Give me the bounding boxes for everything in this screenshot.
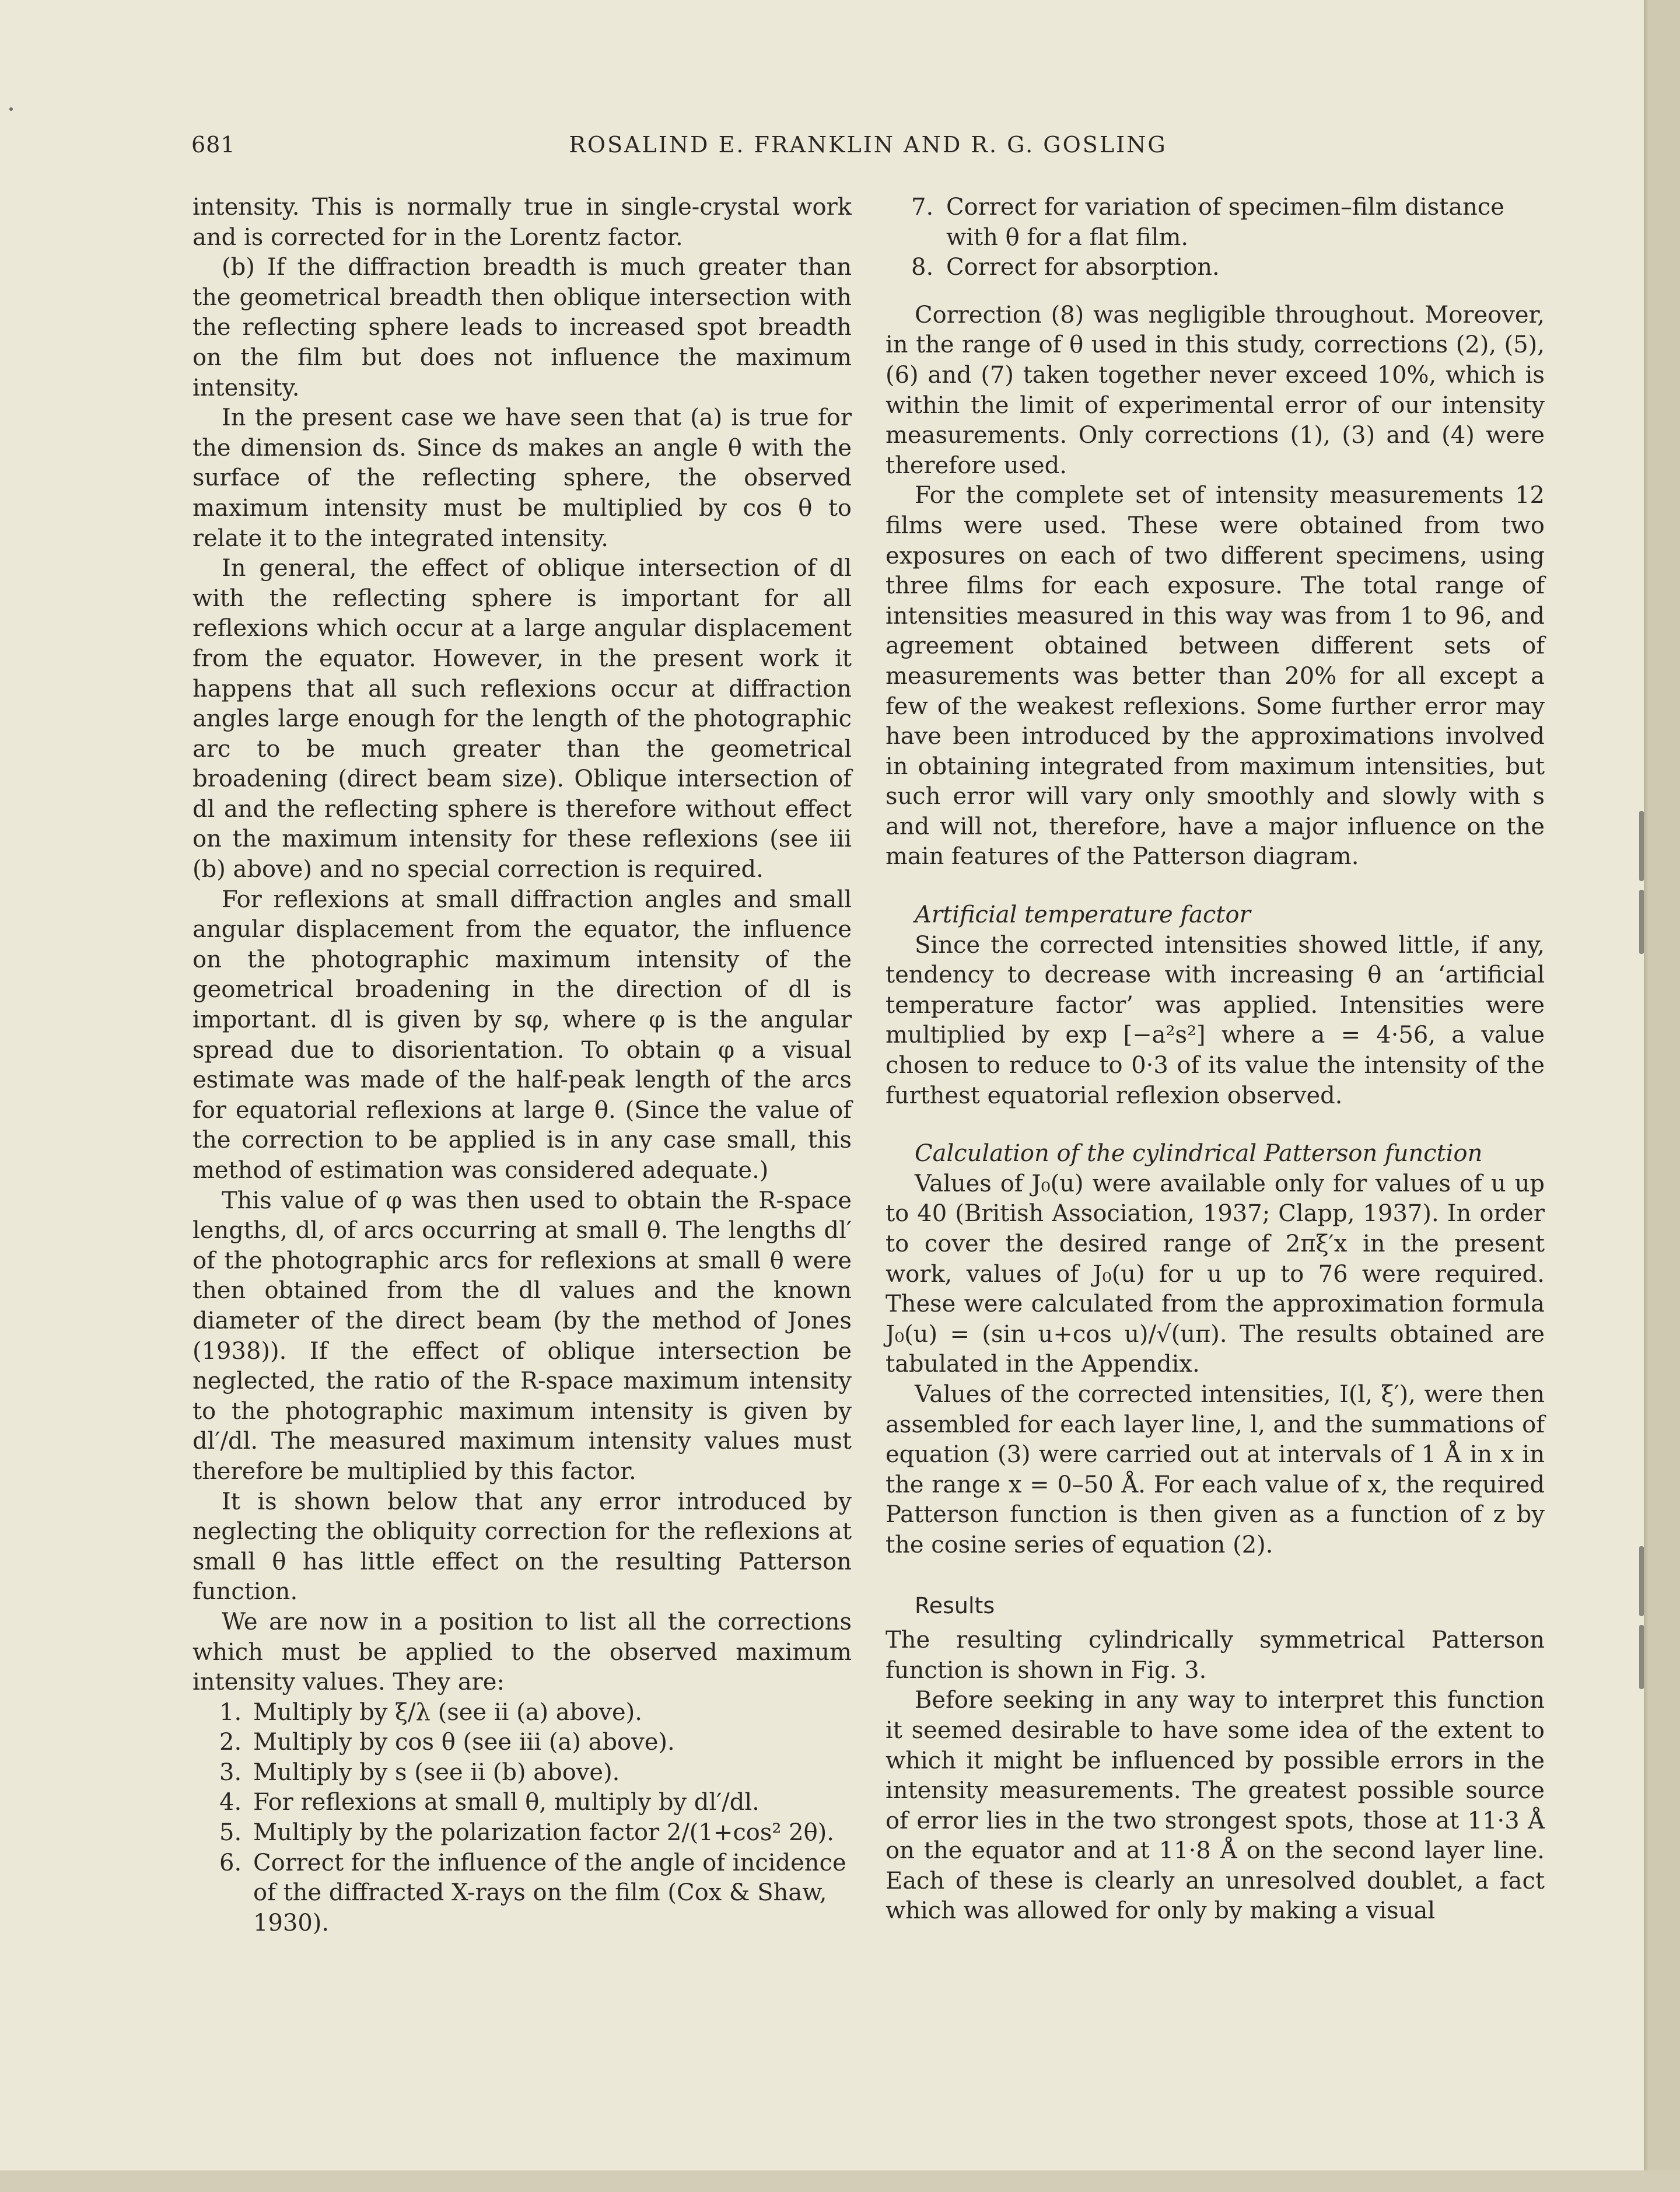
- list-item: [192, 1818, 852, 1848]
- list-text: Multiply by the polarization factor 2/(1+cos² 2θ).: [253, 1819, 834, 1847]
- list-item: [192, 1758, 852, 1788]
- page-edge-shadow: [1644, 0, 1648, 2192]
- paragraph: This value of φ was then used to obtain the R-space lengths, dl, of arcs occurring at small θ. The lengths dl′ of the photographic arcs for reflexions at small θ were then obtained from the dl values and the known diameter of the direct beam (by the method of Jones (1938)). If the effect of oblique intersection be neglected, the ratio of the R-space maximum intensity to the photographic maximum intensity is given by dl′/dl. The measured maximum intensity values must therefore be multiplied by this factor.: [192, 1187, 852, 1485]
- section-heading-patterson-calculation: Calculation of the cylindrical Patterson function: [915, 1140, 1483, 1167]
- list-text: For reflexions at small θ, multiply by dl′/dl.: [253, 1789, 760, 1816]
- list-number: 6.: [219, 1849, 242, 1876]
- running-head: [191, 132, 1545, 167]
- list-text: Multiply by s (see ii (b) above).: [253, 1759, 620, 1786]
- margin-mark: [1639, 811, 1644, 881]
- list-text: Multiply by ξ/λ (see ii (a) above).: [253, 1698, 642, 1726]
- paragraph: Before seeking in any way to interpret this function it seemed desirable to have some idea of the extent to which it might be influenced by possible errors in the intensity measurements. The greatest possible source of error lies in the two strongest spots, those at 11·3 Å on the equator and at 11·8 Å on the second layer line. Each of these is clearly an unresolved doublet, a fact which was allowed for only by making a visual: [886, 1687, 1545, 1925]
- paragraph: Values of J₀(u) were available only for values of u up to 40 (British Association, 1937; Clapp, 1937). In order to cover the desired range of 2πξ′x in the present work, values of J₀(u) for u up to 76 were required. These were calculated from the approximation formula J₀(u) = (sin u+cos u)/√(uπ). The results obtained are tabulated in the Appendix.: [886, 1170, 1545, 1378]
- left-column: [192, 193, 852, 1938]
- list-number: 5.: [219, 1819, 242, 1847]
- list-item: [192, 1848, 852, 1939]
- list-text: Correct for the influence of the angle of incidence of the diffracted X-rays on the film (Cox & Shaw, 1930).: [253, 1849, 846, 1936]
- list-item: [886, 253, 1545, 283]
- list-text: Correct for variation of specimen–film distance with θ for a flat film.: [946, 194, 1504, 251]
- paragraph: Values of the corrected intensities, I(l, ξ′), were then assembled for each layer line, l, and the summations of equation (3) were carried out at intervals of 1 Å in x in the range x = 0–50 Å. For each value of x, the required Patterson function is then given as a function of z by the cosine series of equation (2).: [886, 1380, 1545, 1558]
- margin-mark: [1639, 890, 1644, 954]
- list-number: 1.: [219, 1698, 242, 1726]
- paragraph: intensity. This is normally true in single-crystal work and is corrected for in the Lorentz factor.: [192, 194, 852, 251]
- list-text: Multiply by cos θ (see iii (a) above).: [253, 1729, 675, 1756]
- section-heading-temperature-factor: Artificial temperature factor: [915, 901, 1251, 929]
- margin-mark: [1639, 1625, 1644, 1689]
- paragraph: It is shown below that any error introduced by neglecting the obliquity correction for the reflexions at small θ has little effect on the resulting Patterson function.: [192, 1488, 852, 1606]
- list-item: [886, 193, 1545, 253]
- margin-dot: [9, 107, 13, 111]
- paragraph: In general, the effect of oblique intersection of dl with the reflecting sphere is important for all reflexions which occur at a large angular displacement from the equator. However, in the present work it happens that all such reflexions occur at diffraction angles large enough for the length of the photographic arc to be much greater than the geometrical broadening (direct beam size). Oblique intersection of dl and the reflecting sphere is therefore without effect on the maximum intensity for these reflexions (see iii (b) above) and no special correction is required.: [192, 555, 852, 883]
- list-number: 7.: [911, 194, 934, 221]
- page-bottom-edge: [0, 2170, 1680, 2192]
- paragraph: We are now in a position to list all the corrections which must be applied to the observed maximum intensity values. They are:: [192, 1608, 852, 1696]
- paragraph: (b) If the diffraction breadth is much greater than the geometrical breadth then oblique intersection with the reflecting sphere leads to increased spot breadth on the film but does not influence the maximum intensity.: [192, 254, 852, 401]
- paragraph: For reflexions at small diffraction angles and small angular displacement from the equator, the influence on the photographic maximum intensity of the geometrical broadening in the direction of dl is important. dl is given by sφ, where φ is the angular spread due to disorientation. To obtain φ a visual estimate was made of the half-peak length of the arcs for equatorial reflexions at large θ. (Since the value of the correction to be applied is in any case small, this method of estimation was considered adequate.): [192, 886, 852, 1184]
- right-column: [886, 193, 1545, 1927]
- paragraph: Correction (8) was negligible throughout. Moreover, in the range of θ used in this study, corrections (2), (5), (6) and (7) taken together never exceed 10%, which is within the limit of experimental error of our intensity measurements. Only corrections (1), (3) and (4) were therefore used.: [886, 301, 1545, 479]
- list-number: 8.: [911, 254, 934, 281]
- list-number: 3.: [219, 1759, 242, 1786]
- margin-mark: [1639, 1546, 1644, 1616]
- list-item: [192, 1728, 852, 1758]
- list-number: 2.: [219, 1729, 242, 1756]
- list-item: [192, 1788, 852, 1818]
- list-item: [192, 1698, 852, 1728]
- paragraph: In the present case we have seen that (a) is true for the dimension ds. Since ds makes an angle θ with the surface of the reflecting sphere, the observed maximum intensity must be multiplied by cos θ to relate it to the integrated intensity.: [192, 404, 852, 552]
- paragraph: For the complete set of intensity measurements 12 films were used. These were obtained from two exposures on each of two different specimens, using three films for each exposure. The total range of intensities measured in this way was from 1 to 96, and agreement obtained between different sets of measurements was better than 20% for all except a few of the weakest reflexions. Some further error may have been introduced by the approximations involved in obtaining integrated from maximum intensities, but such error will vary only smoothly and slowly with s and will not, therefore, have a major influence on the main features of the Patterson diagram.: [886, 482, 1545, 870]
- list-text: Correct for absorption.: [946, 254, 1220, 281]
- page-number: 681: [191, 132, 236, 158]
- running-head-authors: ROSALIND E. FRANKLIN AND R. G. GOSLING: [569, 132, 1167, 158]
- paragraph: Since the corrected intensities showed little, if any, tendency to decrease with increasing θ an ‘artificial temperature factor’ was applied. Intensities were multiplied by exp [−a²s²] where a = 4·56, a value chosen to reduce to 0·3 of its value the intensity of the furthest equatorial reflexion observed.: [886, 931, 1545, 1109]
- section-heading-results: Results: [915, 1592, 995, 1618]
- page-edge: [1644, 0, 1680, 2192]
- list-number: 4.: [219, 1789, 242, 1816]
- paragraph: The resulting cylindrically symmetrical Patterson function is shown in Fig. 3.: [886, 1627, 1545, 1684]
